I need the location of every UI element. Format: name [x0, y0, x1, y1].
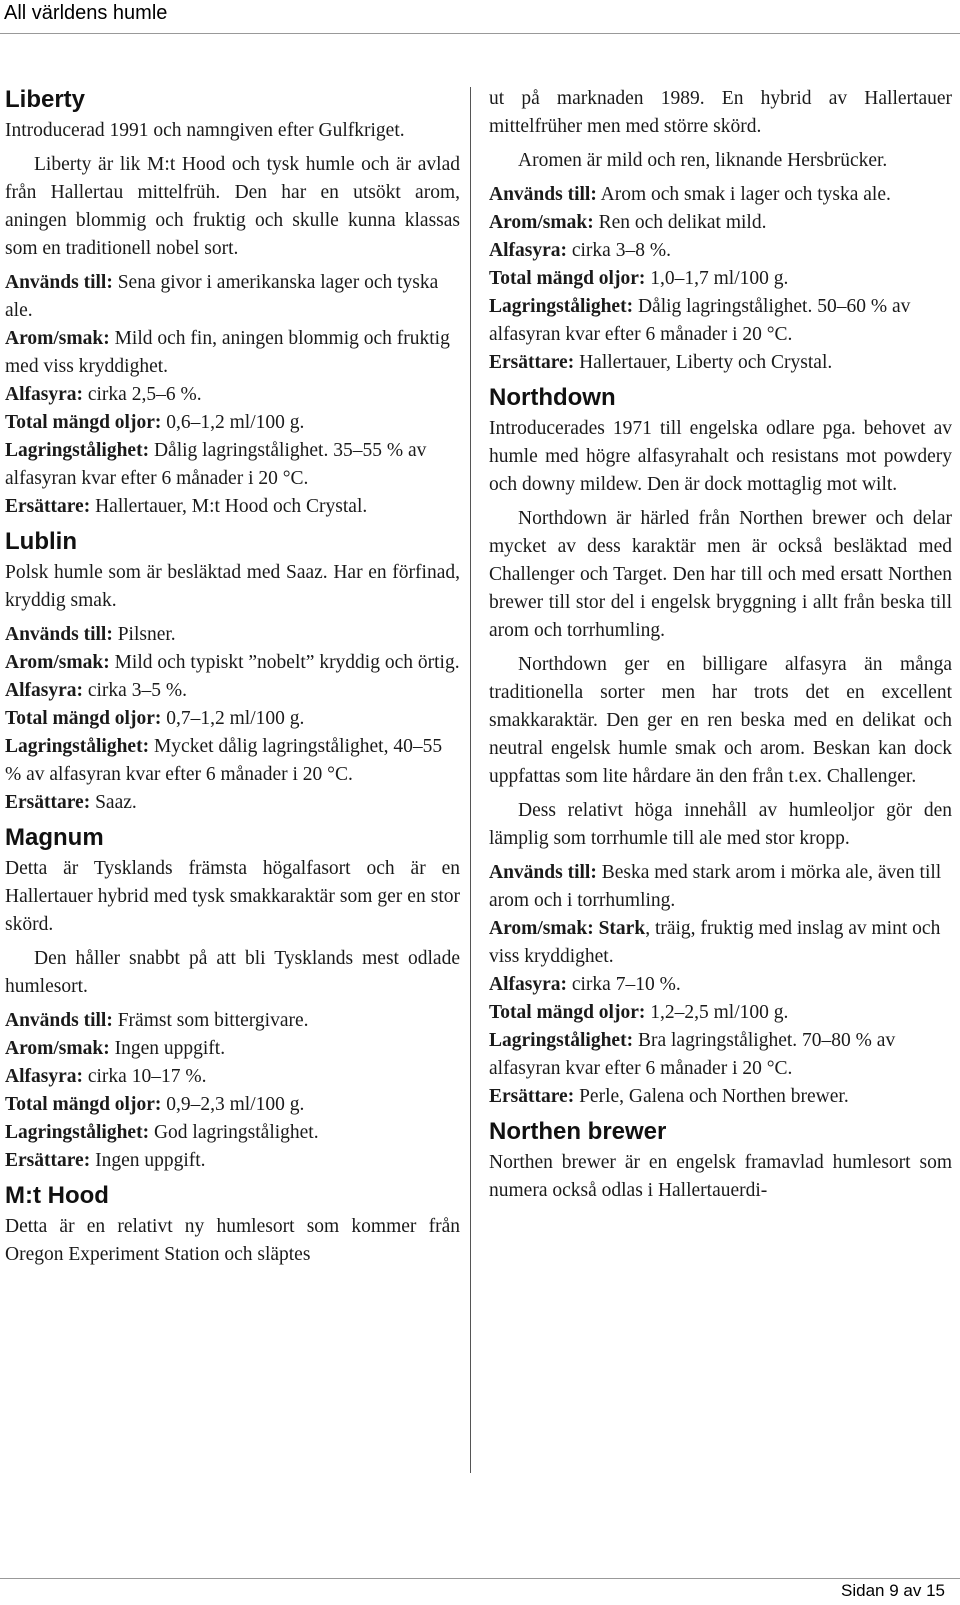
- northdown-alpha: [489, 971, 952, 999]
- northen-brewer-intro: Northen brewer är en engelsk framavlad humlesort som numera också odlas i Hallertauerdi-: [489, 1152, 952, 1201]
- liberty-usage: [5, 269, 460, 325]
- fact-label: Alfasyra:: [5, 680, 83, 701]
- page-header: [0, 0, 960, 34]
- magnum-usage: [5, 1007, 460, 1035]
- fact-value: Pilsner.: [112, 624, 176, 645]
- section-title-liberty: Liberty: [5, 86, 86, 113]
- fact-label: Total mängd oljor:: [5, 412, 162, 433]
- lublin-usage: [5, 621, 460, 649]
- column-divider: [470, 87, 471, 1473]
- mthood-intro: Detta är en relativt ny humlesort som kommer från Oregon Experiment Station och släptes: [5, 1216, 460, 1265]
- fact-label: Lagringstålighet:: [489, 1030, 634, 1051]
- fact-value: Ingen uppgift.: [90, 1150, 206, 1171]
- liberty-intro: Introducerad 1991 och namngiven efter Gulfkriget.: [5, 120, 405, 141]
- fact-label: Arom/smak:: [5, 328, 110, 349]
- fact-label: Total mängd oljor:: [5, 708, 162, 729]
- northdown-aroma: [489, 915, 952, 971]
- fact-value: Dålig lagringstålighet. 50–60 % av alfasyran kvar efter 6 månader i 20 °C.: [489, 296, 911, 345]
- fact-value: 0,6–1,2 ml/100 g.: [161, 412, 305, 433]
- fact-label: Lagringstålighet:: [5, 1122, 150, 1143]
- fact-label: Arom/smak:: [5, 652, 110, 673]
- fact-value: Perle, Galena och Northen brewer.: [574, 1086, 849, 1107]
- fact-label: Ersättare:: [489, 352, 575, 373]
- fact-value: Mild och fin, aningen blommig och fruktig med viss kryddighet.: [5, 328, 450, 377]
- liberty-alpha: [5, 381, 460, 409]
- fact-value: cirka 10–17 %.: [82, 1066, 207, 1087]
- fact-label: Alfasyra:: [5, 384, 83, 405]
- fact-value: cirka 3–5 %.: [82, 680, 187, 701]
- fact-label: Alfasyra:: [489, 240, 567, 261]
- fact-label: Arom/smak:: [5, 1038, 110, 1059]
- fact-value: Mycket dålig lagringstålighet, 40–55 % av alfasyran kvar efter 6 månader i 20 °C.: [5, 736, 443, 785]
- liberty-aroma: [5, 325, 460, 381]
- fact-value: 1,0–1,7 ml/100 g.: [645, 268, 789, 289]
- fact-label: Total mängd oljor:: [489, 268, 646, 289]
- lublin-alpha: [5, 677, 460, 705]
- northdown-usage: [489, 859, 952, 915]
- fact-label: Arom/smak:: [489, 212, 594, 233]
- fact-label: Total mängd oljor:: [5, 1094, 162, 1115]
- section-title-lublin: Lublin: [5, 528, 77, 555]
- fact-value: 0,7–1,2 ml/100 g.: [161, 708, 305, 729]
- section-title-magnum: Magnum: [5, 824, 104, 851]
- fact-label: Lagringstålighet:: [489, 296, 634, 317]
- liberty-storage: [5, 437, 460, 493]
- section-title-mthood: M:t Hood: [5, 1182, 109, 1209]
- fact-label: Arom/smak: Stark: [489, 918, 646, 939]
- fact-value: , träig, fruktig med inslag av mint och viss kryddighet.: [489, 918, 941, 967]
- fact-label: Alfasyra:: [489, 974, 567, 995]
- lublin-aroma: [5, 649, 460, 677]
- mthood-intro-continued: ut på marknaden 1989. En hybrid av Hallertauer mittelfrüher men med större skörd.: [489, 88, 952, 137]
- liberty-oils: [5, 409, 460, 437]
- page-number: Sidan 9 av 15: [841, 1581, 945, 1600]
- fact-value: Ren och delikat mild.: [593, 212, 767, 233]
- section-title-northdown: Northdown: [489, 384, 616, 411]
- magnum-substitutes: [5, 1147, 460, 1175]
- mthood-substitutes: [489, 349, 952, 377]
- magnum-intro: Detta är Tysklands främsta högalfasort och är en Hallertauer hybrid med tysk smakkaraktär som ger en stor skörd.: [5, 858, 460, 935]
- liberty-substitutes: [5, 493, 460, 521]
- fact-value: 1,2–2,5 ml/100 g.: [645, 1002, 789, 1023]
- fact-value: Mild och typiskt ”nobelt” kryddig och örtig.: [109, 652, 460, 673]
- magnum-oils: [5, 1091, 460, 1119]
- fact-label: Lagringstålighet:: [5, 736, 150, 757]
- fact-label: Ersättare:: [5, 1150, 91, 1171]
- right-column: [489, 85, 952, 1205]
- fact-value: Beska med stark arom i mörka ale, även till arom och i torrhumling.: [489, 862, 942, 911]
- mthood-oils: [489, 265, 952, 293]
- mthood-description: Aromen är mild och ren, liknande Hersbrücker.: [518, 150, 888, 171]
- fact-value: Arom och smak i lager och tyska ale.: [596, 184, 891, 205]
- northdown-para-3: Northdown ger en billigare alfasyra än många traditionella sorter men har trots det en excellent smakkaraktär. Den ger en ren beska med en delikat och neutral engelsk humle smak och arom. Beskan kan dock uppfattas som lite hårdare än den från t.ex. Challenger.: [489, 654, 952, 787]
- fact-value: cirka 7–10 %.: [566, 974, 681, 995]
- page-footer: [0, 1578, 960, 1605]
- fact-label: Alfasyra:: [5, 1066, 83, 1087]
- fact-value: Bra lagringstålighet. 70–80 % av alfasyran kvar efter 6 månader i 20 °C.: [489, 1030, 896, 1079]
- magnum-description: Den håller snabbt på att bli Tysklands mest odlade humlesort.: [5, 948, 460, 997]
- fact-value: Ingen uppgift.: [109, 1038, 226, 1059]
- lublin-oils: [5, 705, 460, 733]
- mthood-usage: [489, 181, 952, 209]
- northdown-para-2: Northdown är härled från Northen brewer och delar mycket av dess karaktär men är också besläktad med Challenger och Target. Den har till och med ersatt Northen brewer till stor del i engelsk bryggning i allt från beska till arom och torrhumling.: [489, 508, 952, 641]
- lublin-intro: Polsk humle som är besläktad med Saaz. Har en förfinad, kryddig smak.: [5, 562, 460, 611]
- liberty-description: Liberty är lik M:t Hood och tysk humle och är avlad från Hallertau mittelfrüh. Den har en utsökt arom, aningen blommig och fruktig och skulle kunna klassas som en traditionell nobel sort.: [5, 154, 460, 259]
- northdown-para-4: Dess relativt höga innehåll av humleoljor gör den lämplig som torrhumle till ale med stor kropp.: [489, 800, 952, 849]
- fact-value: Hallertauer, Liberty och Crystal.: [574, 352, 833, 373]
- fact-label: Används till:: [489, 184, 597, 205]
- document-title: All världens humle: [4, 2, 168, 24]
- fact-value: 0,9–2,3 ml/100 g.: [161, 1094, 305, 1115]
- fact-label: Lagringstålighet:: [5, 440, 150, 461]
- lublin-substitutes: [5, 789, 460, 817]
- fact-label: Används till:: [489, 862, 597, 883]
- magnum-alpha: [5, 1063, 460, 1091]
- fact-label: Används till:: [5, 624, 113, 645]
- northdown-storage: [489, 1027, 952, 1083]
- northdown-oils: [489, 999, 952, 1027]
- left-column: [5, 85, 460, 1269]
- magnum-storage: [5, 1119, 460, 1147]
- section-title-northen-brewer: Northen brewer: [489, 1118, 667, 1145]
- fact-label: Ersättare:: [5, 792, 91, 813]
- fact-value: Saaz.: [90, 792, 137, 813]
- fact-value: Hallertauer, M:t Hood och Crystal.: [90, 496, 368, 517]
- fact-value: Sena givor i amerikanska lager och tyska ale.: [5, 272, 439, 321]
- northdown-substitutes: [489, 1083, 952, 1111]
- fact-value: Dålig lagringstålighet. 35–55 % av alfasyran kvar efter 6 månader i 20 °C.: [5, 440, 427, 489]
- fact-value: Främst som bittergivare.: [112, 1010, 309, 1031]
- fact-value: cirka 2,5–6 %.: [82, 384, 202, 405]
- fact-value: cirka 3–8 %.: [566, 240, 671, 261]
- fact-label: Total mängd oljor:: [489, 1002, 646, 1023]
- magnum-aroma: [5, 1035, 460, 1063]
- fact-label: Ersättare:: [489, 1086, 575, 1107]
- lublin-storage: [5, 733, 460, 789]
- northdown-intro: Introducerades 1971 till engelska odlare pga. behovet av humle med högre alfasyrahalt och resistans mot powdery och downy mildew. Den är dock mottaglig mot wilt.: [489, 418, 952, 495]
- fact-label: Ersättare:: [5, 496, 91, 517]
- fact-label: Används till:: [5, 272, 113, 293]
- fact-label: Används till:: [5, 1010, 113, 1031]
- mthood-alpha: [489, 237, 952, 265]
- mthood-storage: [489, 293, 952, 349]
- fact-value: God lagringstålighet.: [149, 1122, 319, 1143]
- mthood-aroma: [489, 209, 952, 237]
